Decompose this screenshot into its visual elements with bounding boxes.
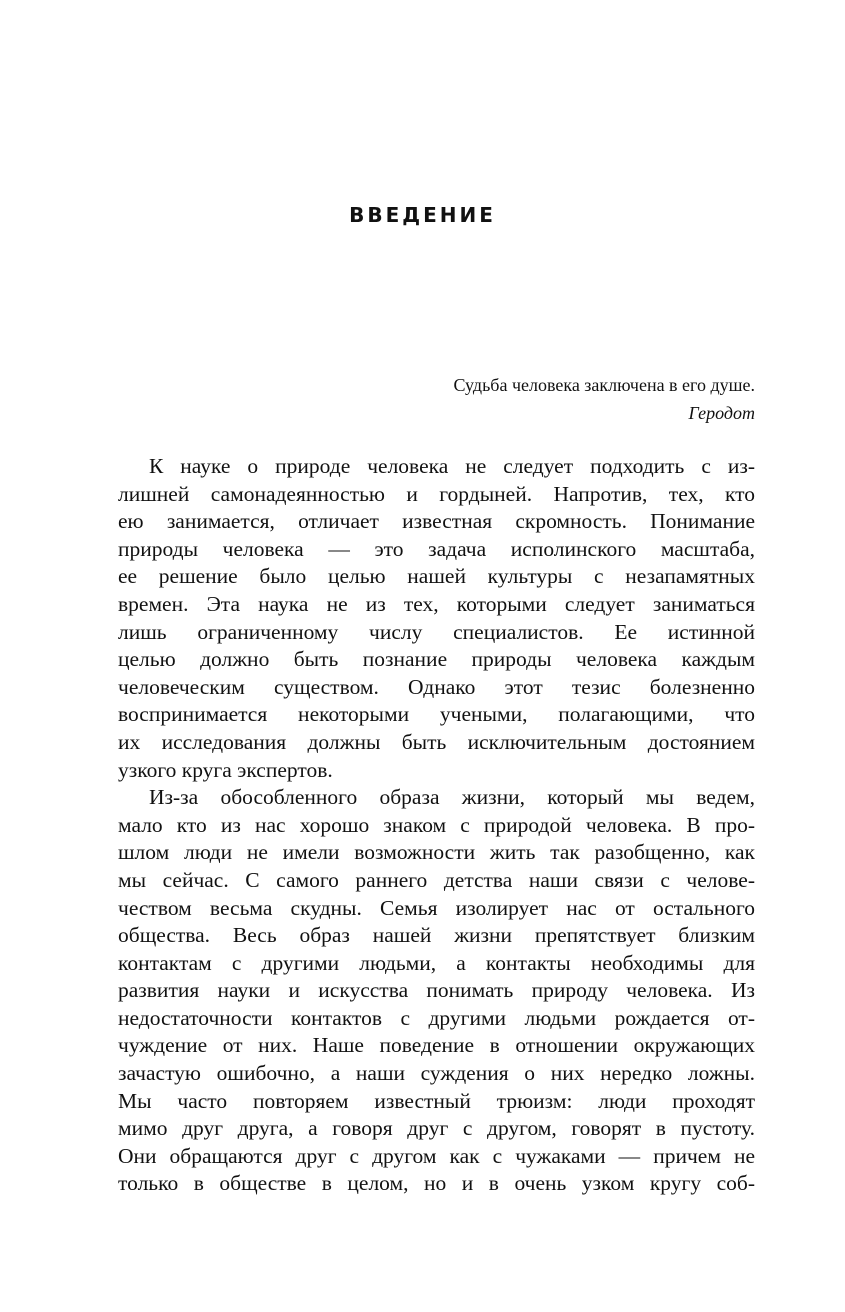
body-text xyxy=(118,453,755,1198)
text-line: Они обращаются друг с другом как с чужаками — причем не xyxy=(118,1143,755,1168)
text-line: природы человека — это задача исполинского масштаба, xyxy=(118,536,755,561)
paragraph-1 xyxy=(118,453,755,784)
text-line: времен. Эта наука не из тех, которыми следует заниматься xyxy=(118,591,755,616)
epigraph xyxy=(255,371,755,427)
text-line: целью должно быть познание природы человека каждым xyxy=(118,647,755,672)
text-line: мало кто из нас хорошо знаком с природой человека. В про- xyxy=(118,812,755,837)
text-line: контактам с другими людьми, а контакты необходимы для xyxy=(118,950,755,975)
text-line: Из-за обособленного образа жизни, который мы ведем, xyxy=(149,785,755,810)
text-line: только в обществе в целом, но и в очень узком кругу соб- xyxy=(118,1171,755,1196)
text-line: общества. Весь образ нашей жизни препятствует близким xyxy=(118,923,755,948)
epigraph-quote: Судьба человека заключена в его душе. xyxy=(453,375,755,395)
text-line: мимо друг друга, а говоря друг с другом, говорят в пустоту. xyxy=(118,1116,755,1141)
text-line: воспринимается некоторыми учеными, полагающими, что xyxy=(118,702,755,727)
text-line: человеческим существом. Однако этот тезис болезненно xyxy=(118,674,755,699)
text-line: чуждение от них. Наше поведение в отношении окружающих xyxy=(118,1033,755,1058)
text-line: лишь ограниченному числу специалистов. Ее истинной xyxy=(118,619,755,644)
text-line: недостаточности контактов с другими людьми рождается от- xyxy=(118,1005,755,1030)
text-line: К науке о природе человека не следует подходить с из- xyxy=(149,454,755,478)
chapter-title: ВВЕДЕНИЕ xyxy=(349,203,496,227)
text-line: узкого круга экспертов. xyxy=(118,757,333,782)
text-line: Мы часто повторяем известный трюизм: люди проходят xyxy=(118,1088,755,1113)
text-line: мы сейчас. С самого раннего детства наши связи с челове- xyxy=(118,867,755,892)
paragraph-2 xyxy=(118,784,755,1198)
text-line: их исследования должны быть исключительным достоянием xyxy=(118,729,755,754)
text-line: ею занимается, отличает известная скромность. Понимание xyxy=(118,509,755,534)
text-line: ее решение было целью нашей культуры с незапамятных xyxy=(118,564,755,589)
text-line: развития науки и искусства понимать природу человека. Из xyxy=(118,978,755,1003)
text-line: зачастую ошибочно, а наши суждения о них нередко ложны. xyxy=(118,1061,755,1086)
text-line: чеством весьма скудны. Семья изолирует нас от остального xyxy=(118,895,755,920)
text-line: шлом люди не имели возможности жить так разобщенно, как xyxy=(118,840,755,865)
epigraph-author: Геродот xyxy=(688,403,755,423)
text-line: лишней самонадеянностью и гордыней. Напротив, тех, кто xyxy=(118,481,755,506)
